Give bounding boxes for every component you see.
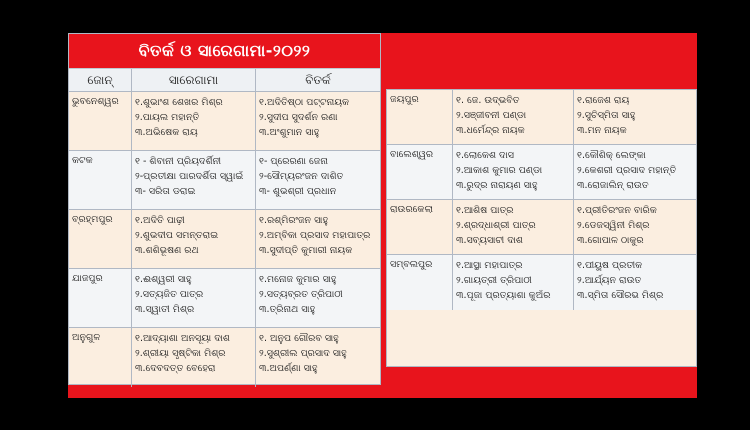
zone-name: ରାଉରକେଲା (387, 200, 453, 254)
bitarka-winner: ୩.ସ୍ମିତା ସୌରଭ ମିଶ୍ର (577, 290, 664, 301)
saregama-winner: ୧.ଆଶିଷ ପାତ୍ର (456, 205, 514, 216)
saregama-cell (453, 90, 574, 144)
bitarka-cell (256, 151, 380, 209)
zone-name: ଭୁବନେଶ୍ୱର (69, 92, 132, 150)
header-saregama: ସାରେଗାମା (132, 69, 256, 91)
saregama-winner: ୨.ଶ୍ରଦ୍ଧାଶ୍ରୀ ପାତ୍ର (456, 220, 536, 231)
saregama-winner: ୩- ସରିତା ଡରାଇ (135, 186, 196, 197)
bitarka-winner: ୨.ଡେଜସ୍ୱିନୀ ମିଶ୍ର (577, 220, 650, 231)
bitarka-cell (574, 255, 696, 310)
table-title: ବିତର୍କ ଓ ସାରେଗାମା-୨୦୨୨ (69, 34, 380, 69)
bitarka-winner: ୩.ତ୍ରିନାଥ ସାହୁ (259, 304, 316, 315)
bitarka-winner: ୧.ରଶ୍ମିରଂଜନ ସାହୁ (259, 215, 329, 226)
saregama-winner: ୩.ଶଶିଭୂଷଣ ରଥ (135, 245, 199, 256)
saregama-winner: ୧.ଶୁଭାଂଶ ଶେଖର ମିଶ୍ର (135, 97, 223, 108)
bitarka-winner: ୩.ଅପର୍ଣ୍ଣା ସାହୁ (259, 363, 318, 374)
saregama-cell (132, 151, 256, 209)
saregama-winner: ୩.ସ୍ୱାତୀ ମିଶ୍ର (135, 304, 195, 315)
bitarka-winner: ୧.ପୀୟୁଷ ପ୍ରତୀକ (577, 260, 643, 271)
table-row (387, 145, 696, 200)
bitarka-cell (256, 328, 380, 387)
saregama-winner: ୩.ରୁଦ୍ର ନାରାୟଣ ସାହୁ (456, 180, 538, 191)
bitarka-cell (574, 200, 696, 254)
bitarka-winner: ୨.ଅମ୍ବିକା ପ୍ରସାଦ ମହାପାତ୍ର (259, 230, 371, 241)
saregama-cell (132, 92, 256, 150)
saregama-winner: ୨.ଗାୟତ୍ରୀ ତ୍ରିପାଠୀ (456, 275, 532, 286)
zone-name: ବ୍ରହ୍ମପୁର (69, 210, 132, 268)
bitarka-winner: ୨-ସୌମ୍ୟରଂଜନ ଦାଶିତ (259, 171, 344, 182)
zone-name: ଅନୁଗୁଳ (69, 328, 132, 387)
bitarka-winner: ୩.ରୋଜାଲିନ୍ ରାଉତ (577, 180, 649, 191)
table-row (69, 328, 380, 387)
saregama-winner: ୨.ଶ୍ରୀୟା ସୃଷ୍ଟିକା ମିଶ୍ର (135, 348, 226, 359)
results-table-left (68, 33, 381, 385)
bitarka-winner: ୨.ସୁଚିସ୍ମିତା ସାହୁ (577, 110, 636, 121)
saregama-winner: ୧.ଆସ୍ଥା ମହାପାତ୍ର (456, 260, 523, 271)
table-row (69, 92, 380, 151)
bitarka-winner: ୨.ଆର୍ଯ୍ୟନ ରାଉତ (577, 275, 642, 286)
saregama-winner: ୨.ସତ୍ୟଜିତ ପାତ୍ର (135, 289, 204, 300)
saregama-winner: ୧.ଆଦ୍ୟାଶା ଅନସୂୟା ଦାଶ (135, 333, 230, 344)
saregama-winner: ୩.ସବ୍ୟସାଚୀ ଦାଶ (456, 235, 523, 246)
results-table-right (386, 89, 697, 367)
table-row (387, 255, 696, 310)
bitarka-cell (256, 92, 380, 150)
bitarka-winner: ୧.କୌଶିକ୍ ଲେଙ୍କା (577, 150, 646, 161)
saregama-winner: ୩.ପୂଜା ପ୍ରତ୍ୟାଶା କୁଅଁର (456, 290, 551, 301)
saregama-winner: ୨.ଆକାଶ କୁମାର ପଣ୍ଡା (456, 165, 543, 176)
zone-name: ଜୟପୁର (387, 90, 453, 144)
saregama-winner: ୧ - ଶିବାନୀ ପ୍ରିୟଦର୍ଶିନୀ (135, 156, 222, 167)
bitarka-winner: ୨.ସୁଦୀପ ସୁଦର୍ଶନ ରଣା (259, 112, 338, 123)
saregama-winner: ୩.ଅଭିଷେକ ରାୟ (135, 127, 198, 138)
table-row (387, 90, 696, 145)
saregama-winner: ୨-ପ୍ରତୀକ୍ଷା ପାରଦର୍ଶିତା ସ୍ୱାଇଁ (135, 171, 244, 182)
zone-name: ବାଲେଶ୍ୱର (387, 145, 453, 199)
bitarka-winner: ୧.ମନୋଜ କୁମାର ସାହୁ (259, 274, 337, 285)
bitarka-winner: ୩- ଶୁଭଶ୍ରୀ ପ୍ରଧାନ (259, 186, 337, 197)
table-row (69, 269, 380, 328)
saregama-winner: ୧. ଜେ. ଉଦ୍ଭବିତ (456, 95, 520, 106)
zone-name: ଯାଜପୁର (69, 269, 132, 327)
saregama-cell (132, 328, 256, 387)
saregama-winner: ୩.ଦେବଦତ୍ତ ବେହେରା (135, 363, 216, 374)
bitarka-winner: ୧.ଅଦିତିଷ୍ଠା ପଟ୍ଟନାୟକ (259, 97, 350, 108)
right-table-body (387, 90, 696, 310)
bitarka-winner: ୧.ପ୍ରୀତିରଂଜନ ବାରିକ (577, 205, 657, 216)
table-row (69, 151, 380, 210)
bitarka-winner: ୧- ପ୍ରେରଣା ଜେନା (259, 156, 328, 167)
banner-background (68, 33, 697, 398)
saregama-cell (132, 269, 256, 327)
header-zone: ଜୋନ୍ (69, 69, 132, 91)
saregama-winner: ୧.ଈଶ୍ୱରୀ ସାହୁ (135, 274, 192, 285)
zone-name: ସମ୍ବଲପୁର (387, 255, 453, 310)
table-row (69, 210, 380, 269)
saregama-cell (453, 200, 574, 254)
bitarka-winner: ୨.ସତ୍ୟବ୍ରତ ତ୍ରିପାଠୀ (259, 289, 343, 300)
saregama-cell (453, 255, 574, 310)
saregama-winner: ୧.ଲୋକେଶ ଦାସ (456, 150, 514, 161)
bitarka-winner: ୩.ମନ ନାୟକ (577, 125, 627, 136)
bitarka-winner: ୩.ସୁଦୀପ୍ତି କୁମାରୀ ନାୟକ (259, 245, 353, 256)
bitarka-cell (256, 210, 380, 268)
saregama-cell (132, 210, 256, 268)
bitarka-winner: ୨.କେଶରୀ ପ୍ରସାଦ ମହାନ୍ତି (577, 165, 677, 176)
saregama-winner: ୩.ଧର୍ମେନ୍ଦ୍ର ନାୟକ (456, 125, 525, 136)
bitarka-winner: ୩.ଗୋପାଳ ଠାକୁର (577, 235, 644, 246)
saregama-winner: ୨.ପାୟଲ ମହାନ୍ତି (135, 112, 200, 123)
saregama-winner: ୨.ସଞ୍ଜୀବନୀ ପଣ୍ଡା (456, 110, 527, 121)
header-bitarka: ବିତର୍କ (305, 72, 331, 87)
left-table-body (69, 92, 380, 387)
bitarka-winner: ୧. ଅନୁପ ଗୌରବ ସାହୁ (259, 333, 339, 344)
bitarka-winner: ୧.ରାଜେଶ ରାୟ (577, 95, 630, 106)
bitarka-winner: ୨.ସୁଶ୍ରୀଲ ପ୍ରସାଦ ସାହୁ (259, 348, 347, 359)
saregama-cell (453, 145, 574, 199)
bitarka-winner: ୩.ଅଂଶୁମାନ ସାହୁ (259, 127, 320, 138)
saregama-winner: ୨.ଶୁଭଦୀପ ସମନ୍ତରାଇ (135, 230, 219, 241)
saregama-winner: ୧.ଅଦିତି ପାଢ଼ୀ (135, 215, 185, 226)
bitarka-cell (574, 145, 696, 199)
table-header (69, 69, 380, 92)
zone-name: କଟକ (69, 151, 132, 209)
table-row (387, 200, 696, 255)
bitarka-cell (256, 269, 380, 327)
bitarka-cell (574, 90, 696, 144)
